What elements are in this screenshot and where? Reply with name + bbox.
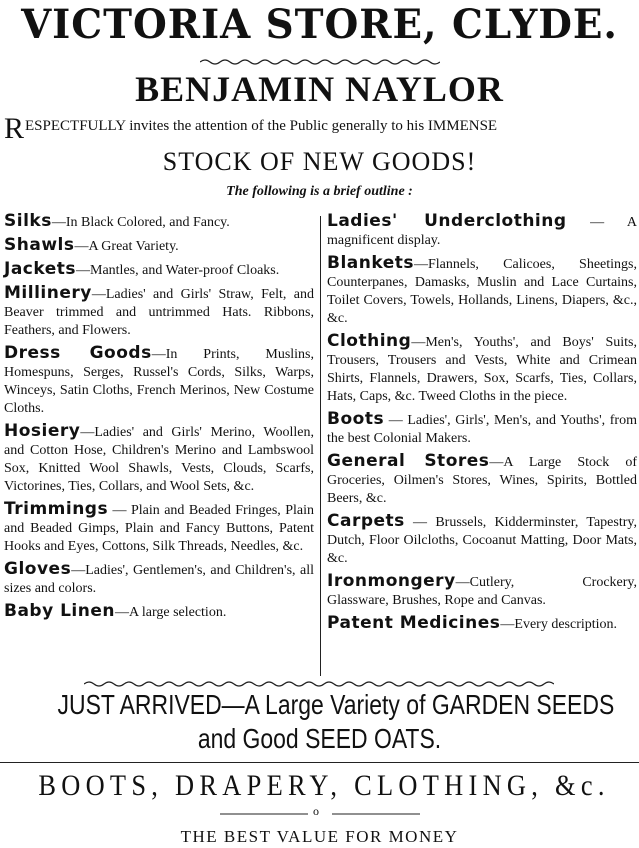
ornament-line: [220, 813, 420, 815]
list-item: [327, 332, 637, 406]
list-item: [4, 602, 314, 622]
list-item: [4, 212, 314, 232]
drop-cap: R: [4, 112, 25, 145]
outline-note: The following is a brief outline :: [226, 184, 413, 199]
list-item: [4, 422, 314, 496]
item-text: —Ladies' and Girls' Straw, Felt, and Beaver trimmed and untrimmed Hats. Ribbons, Feathers, and Flowers.: [4, 287, 314, 338]
item-heading: Trimmings: [4, 499, 109, 519]
item-text: —Ladies' and Girls' Merino, Woollen, and Cotton Hose, Children's Merino and Lambswool Sox, Knitted Wool Shawls, Vests, Clouds, Scarfs, Victorines, Ties, Collars, and Wool Sets, &c.: [4, 425, 314, 494]
wavy-rule-top: [200, 58, 440, 66]
list-item: [327, 410, 637, 448]
proprietor-name: BENJAMIN NAYLOR: [135, 69, 504, 109]
list-item: [327, 512, 637, 568]
item-text: — Ladies', Girls', Men's, and Youths', from the best Colonial Makers.: [327, 413, 637, 446]
list-item: [327, 254, 637, 328]
item-heading: Ironmongery: [327, 571, 456, 591]
item-text: —A large selection.: [115, 605, 227, 620]
intro-paragraph: [4, 112, 636, 145]
item-text: —A Large Stock of Groceries, Oilmen's Stores, Wines, Spirits, Bottled Beers, &c.: [327, 455, 637, 506]
horizontal-rule: [0, 762, 639, 763]
banner-line-2: and Good SEED OATS.: [197, 723, 442, 754]
item-text: — Brussels, Kidderminster, Tapestry, Dutch, Floor Oilcloths, Cocoanut Matting, Door Mats, &c.: [327, 515, 637, 566]
item-heading: Ladies' Underclothing: [327, 211, 567, 231]
list-item: [327, 572, 637, 610]
item-heading: General Stores: [327, 451, 490, 471]
banner-line-1: JUST ARRIVED—A Large Variety of GARDEN SEEDS: [57, 689, 615, 720]
list-item: [327, 614, 637, 634]
intro-text: ESPECTFULLY invites the attention of the Public generally to his IMMENSE: [25, 118, 498, 134]
item-text: —In Black Colored, and Fancy.: [51, 215, 230, 230]
item-heading: Carpets: [327, 511, 405, 531]
item-text: — A magnificent display.: [327, 215, 637, 248]
wavy-rule-middle: [84, 680, 554, 688]
item-heading: Dress Goods: [4, 343, 152, 363]
item-heading: Silks: [4, 211, 52, 231]
item-text: —Cutlery, Crockery, Glassware, Brushes, Rope and Canvas.: [327, 575, 637, 608]
item-heading: Hosiery: [4, 421, 81, 441]
item-text: —Every description.: [500, 617, 618, 632]
right-column: [327, 212, 637, 638]
item-heading: Gloves: [4, 559, 72, 579]
best-value-line: THE BEST VALUE FOR MONEY: [180, 827, 459, 846]
item-heading: Clothing: [327, 331, 412, 351]
item-text: —Men's, Youths', and Boys' Suits, Trousers, Trousers and Vests, White and Crimean Shirts, Flannels, Drawers, Sox, Scarfs, Ties, Collars, Hats, Caps, &c. Tweed Cloths in the piece.: [327, 335, 637, 404]
column-divider: [320, 216, 321, 676]
list-item: [327, 452, 637, 508]
item-heading: Baby Linen: [4, 601, 115, 621]
item-text: —Flannels, Calicoes, Sheetings, Counterpanes, Damasks, Muslin and Lace Curtains, Toilet Covers, Towels, Hollands, Linens, Diapers, &c., &c.: [327, 257, 637, 326]
boots-drapery-line: BOOTS, DRAPERY, CLOTHING, &c.: [38, 769, 610, 802]
item-heading: Patent Medicines: [327, 613, 501, 633]
list-item: [4, 236, 314, 256]
item-text: — Plain and Beaded Fringes, Plain and Beaded Gimps, Plain and Fancy Buttons, Patent Hooks and Eyes, Cottons, Silk Threads, Needles, &c.: [4, 503, 314, 554]
item-text: —Mantles, and Water-proof Cloaks.: [76, 263, 280, 278]
item-text: —A Great Variety.: [74, 239, 179, 254]
item-text: —In Prints, Muslins, Homespuns, Serges, Russel's Cords, Silks, Warps, Winceys, Satin Cloths, French Merinos, New Costume Cloths.: [4, 347, 314, 416]
list-item: [327, 212, 637, 250]
item-text: —Ladies', Gentlemen's, and Children's, all sizes and colors.: [4, 563, 314, 596]
list-item: [4, 260, 314, 280]
item-heading: Shawls: [4, 235, 75, 255]
item-heading: Jackets: [4, 259, 76, 279]
stock-heading: STOCK OF NEW GOODS!: [162, 147, 477, 176]
list-item: [4, 284, 314, 340]
item-heading: Blankets: [327, 253, 414, 273]
item-heading: Millinery: [4, 283, 92, 303]
left-column: [4, 212, 314, 626]
list-item: [4, 500, 314, 556]
ornament-divider: [0, 804, 639, 820]
ornament-circle: o: [313, 804, 319, 818]
store-title: VICTORIA STORE, CLYDE.: [21, 1, 618, 48]
list-item: [4, 560, 314, 598]
item-heading: Boots: [327, 409, 385, 429]
list-item: [4, 344, 314, 418]
